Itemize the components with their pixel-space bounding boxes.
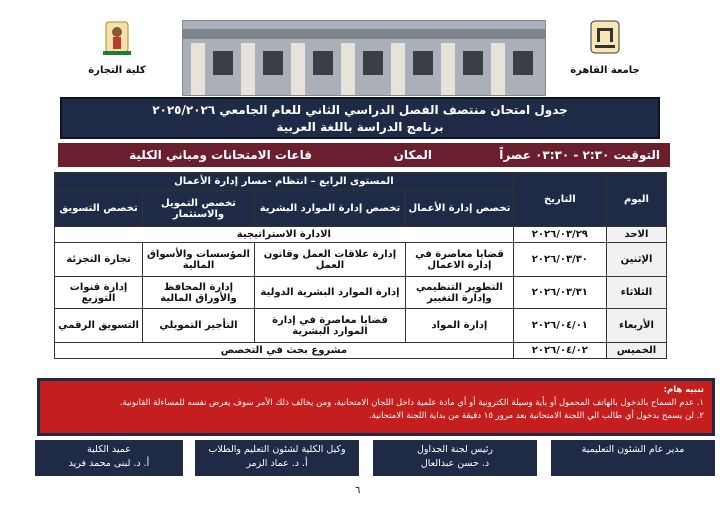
exam-title-band xyxy=(60,97,660,139)
subject-cell: الادارة الاستراتيجية xyxy=(55,227,514,243)
subject-cell: تجارة التجزئة xyxy=(55,243,143,277)
date-cell: ٢٠٢٦/٠٤/٠١ xyxy=(513,309,606,343)
subject-cell: قضايا معاصرة في إدارة الاعمال xyxy=(406,243,514,277)
subject-cell: مشروع بحث في التخصص xyxy=(55,343,514,359)
program-title: برنامج الدراسة باللغة العربية xyxy=(276,120,444,134)
date-cell: ٢٠٢٦/٠٤/٠٢ xyxy=(513,343,606,359)
date-cell: ٢٠٢٦/٠٣/٣٠ xyxy=(513,243,606,277)
signature-role: رئيس لجنة الجداول xyxy=(416,444,494,455)
notice-item-2: ٢. لن يسمح بدخول أي طالب الي اللجنة الامتحانية بعد مرور ١٥ دقيقة من بداية اللجنة الامتحانية. xyxy=(368,411,704,421)
header-day: اليوم xyxy=(606,173,666,227)
signatures-row xyxy=(35,440,715,476)
table-row xyxy=(55,309,667,343)
table-row xyxy=(55,343,667,359)
signature-name: أ. د. عماد الزمر xyxy=(246,458,308,469)
day-cell: الثلاثاء xyxy=(606,277,666,309)
subject-cell: قضايا معاصرة في إدارة الموارد البشرية xyxy=(254,309,405,343)
place-value: قاعات الامتحانات ومباني الكلية xyxy=(129,148,312,162)
subject-cell: إدارة المحافظ والأوراق المالية xyxy=(143,277,255,309)
university-logo xyxy=(570,18,640,76)
page-number: ٦ xyxy=(355,485,361,496)
signature-name: أ. د. لبنى محمد فريد xyxy=(68,458,150,469)
subject-cell: إدارة قنوات التوزيع xyxy=(55,277,143,309)
university-caption: جامعة القاهرة xyxy=(570,65,640,76)
table-row xyxy=(55,277,667,309)
subject-cell: إدارة علاقات العمل وقانون العمل xyxy=(254,243,405,277)
faculty-logo xyxy=(82,18,152,76)
notice-item-1: ١. عدم السماح بالدخول بالهاتف المحمول أو بأية وسيلة الكترونية أو أي مادة علمية داخل اللجان الامتحانية، ومن يخالف ذلك الأمر سوف يعرض نفسه للمساءلة القانونية. xyxy=(119,398,704,408)
subject-cell: التأجير التمويلي xyxy=(143,309,255,343)
subject-cell: التطوير التنظيمي وإدارة التغيير xyxy=(406,277,514,309)
place-label: المكان xyxy=(393,148,432,162)
exam-schedule-table xyxy=(54,172,667,359)
day-cell: الخميس xyxy=(606,343,666,359)
faculty-emblem-icon xyxy=(100,18,134,58)
signature-role: وكيل الكلية لشئون التعليم والطلاب xyxy=(208,444,346,455)
date-cell: ٢٠٢٦/٠٣/٣١ xyxy=(513,277,606,309)
signature-box xyxy=(35,440,183,476)
day-cell: الأربعاء xyxy=(606,309,666,343)
important-notice xyxy=(37,378,715,436)
notice-title: تنبيه هام: xyxy=(663,385,704,395)
timing-text: التوقيت ٢:٣٠ - ٠٣:٣٠ عصراً xyxy=(499,148,660,162)
subject-cell: التسويق الرقمي xyxy=(55,309,143,343)
date-cell: ٢٠٢٦/٠٣/٢٩ xyxy=(513,227,606,243)
header-marketing: تخصص التسويق xyxy=(55,191,143,227)
day-cell: الاحد xyxy=(606,227,666,243)
table-row xyxy=(55,243,667,277)
signature-box xyxy=(373,440,537,476)
header-date: التاريخ xyxy=(513,173,606,227)
subject-cell: إدارة المواد xyxy=(406,309,514,343)
university-emblem-icon xyxy=(588,18,622,58)
header-hr: تخصص إدارة الموارد البشرية xyxy=(254,191,405,227)
signature-box xyxy=(195,440,359,476)
day-cell: الإثنين xyxy=(606,243,666,277)
level-header: المستوى الرابع – انتظام -مسار إدارة الأعمال xyxy=(55,173,514,191)
timing-place-bar xyxy=(58,143,670,167)
table-row xyxy=(55,227,667,243)
subject-cell: إدارة الموارد البشرية الدولية xyxy=(254,277,405,309)
signature-name: د. حسن عبدالعال xyxy=(420,458,490,469)
header-finance: تخصص التمويل والاستثمار xyxy=(143,191,255,227)
signature-role: عميد الكلية xyxy=(87,444,131,455)
building-illustration xyxy=(182,21,545,96)
building-photo xyxy=(182,20,546,96)
signature-box xyxy=(551,440,715,476)
signature-role: مدير عام الشئون التعليمية xyxy=(581,444,685,455)
exam-title: جدول امتحان منتصف الفصل الدراسي الثاني للعام الجامعي ٢٠٢٥/٢٠٢٦ xyxy=(152,103,568,117)
faculty-caption: كلية التجارة xyxy=(88,65,146,76)
subject-cell: المؤسسات والأسواق المالية xyxy=(143,243,255,277)
header-business: تخصص إدارة الأعمال xyxy=(406,191,514,227)
